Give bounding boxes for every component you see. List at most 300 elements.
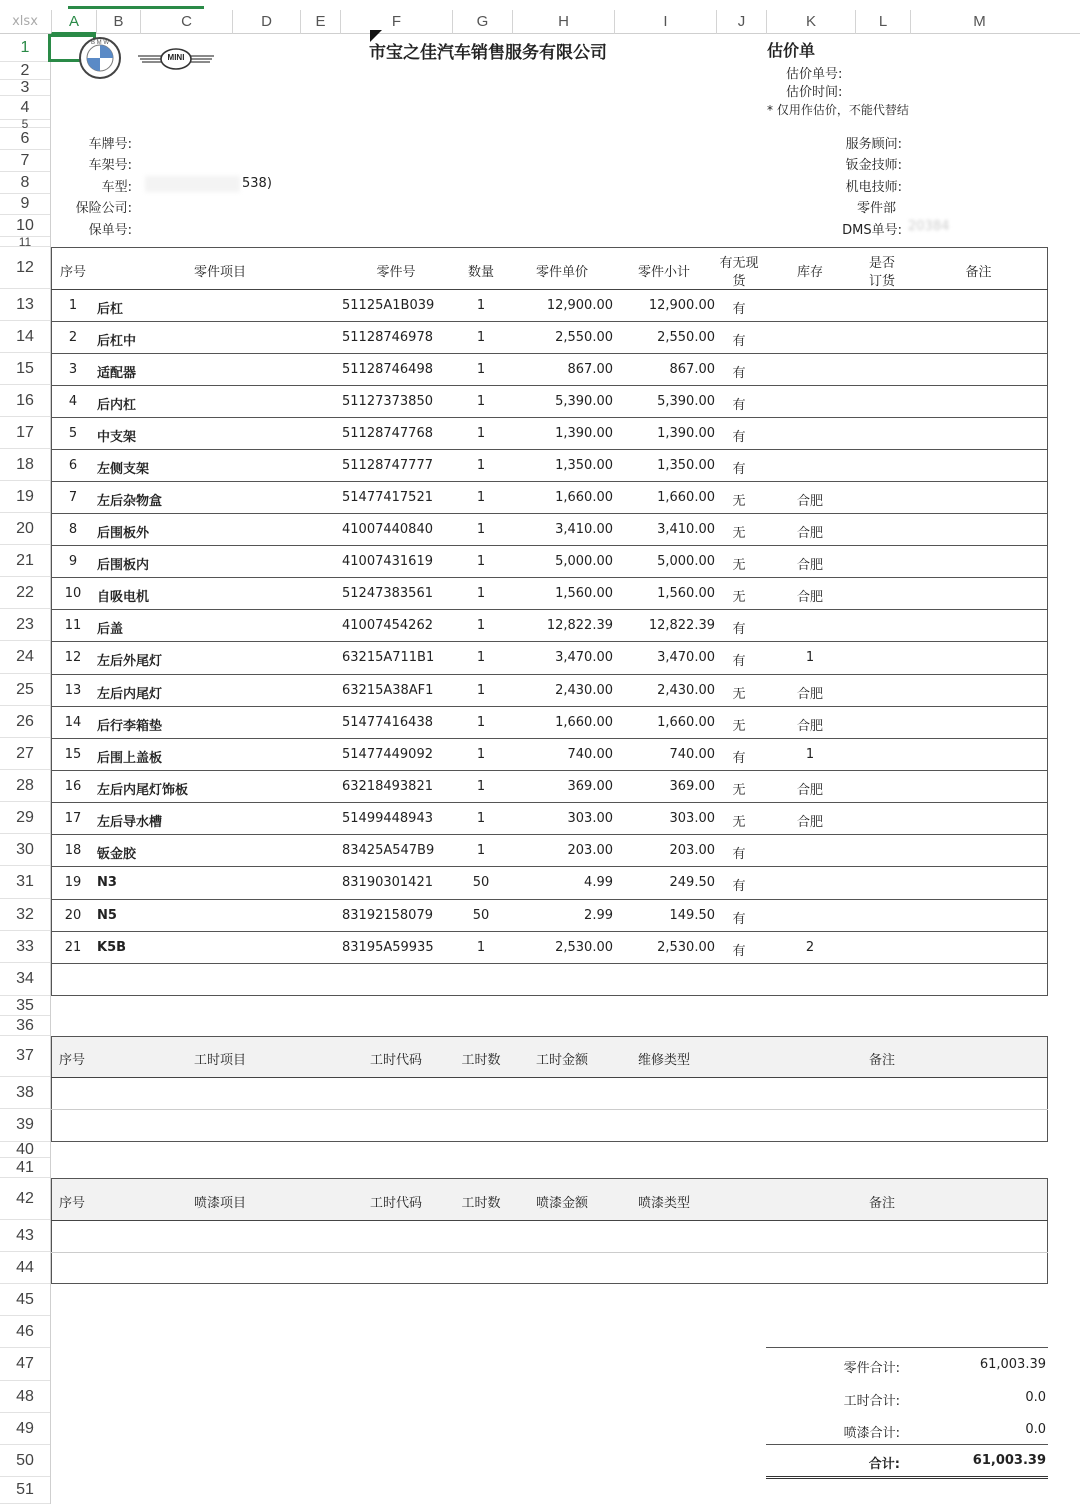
row-header-13[interactable]: 13 — [0, 289, 50, 321]
parts-cell-unit: 303.00 — [567, 811, 613, 826]
row-header-2[interactable]: 2 — [0, 62, 50, 80]
parts-cell-part-no: 51477416438 — [342, 715, 433, 730]
parts-cell-unit: 12,822.39 — [546, 618, 613, 633]
parts-cell-unit: 4.99 — [584, 875, 613, 890]
parts-row-divider — [51, 577, 1048, 578]
row-header-47[interactable]: 47 — [0, 1348, 50, 1381]
parts-cell-qty: 1 — [476, 298, 486, 313]
row-header-9[interactable]: 9 — [0, 194, 50, 215]
parts-header-order-1: 是否 — [868, 256, 895, 271]
parts-cell-no: 10 — [64, 586, 82, 601]
parts-cell-part-no: 51125A1B039 — [342, 298, 435, 313]
parts-cell-item: 后围板外 — [97, 526, 150, 541]
parts-cell-avail: 有 — [732, 398, 746, 413]
model-label: 车型: — [101, 180, 132, 195]
parts-row-divider — [51, 481, 1048, 482]
parts-row-divider — [51, 738, 1048, 739]
parts-header-in-stock-2: 货 — [732, 274, 746, 289]
parts-total-value: 61,003.39 — [979, 1357, 1046, 1372]
row-header-48[interactable]: 48 — [0, 1381, 50, 1413]
parts-cell-part-no: 5112874776​8 — [342, 426, 433, 441]
row-header-3[interactable]: 3 — [0, 80, 50, 96]
parts-cell-unit: 5,390.00 — [555, 394, 613, 409]
parts-cell-unit: 1,390.00 — [555, 426, 613, 441]
disclaimer-note: * 仅用作估价，不能代替结 — [767, 103, 909, 117]
parts-cell-item: 后内杠 — [97, 398, 137, 413]
parts-cell-sub: 203.00 — [669, 843, 715, 858]
parts-cell-unit: 2,530.00 — [555, 940, 613, 955]
parts-cell-part-no: 51499448943 — [342, 811, 433, 826]
parts-cell-stock: 1 — [805, 650, 815, 665]
policy-label: 保单号: — [88, 223, 132, 238]
parts-cell-unit: 1,660.00 — [555, 715, 613, 730]
parts-cell-item: 后盖 — [97, 622, 124, 637]
column-header-a[interactable]: A — [51, 10, 96, 34]
parts-cell-item: 左后内尾灯饰板 — [97, 783, 189, 798]
labor-header-amount: 工时金额 — [535, 1053, 588, 1068]
company-name: 市宝之佳汽车销售服务有限公司 — [369, 43, 607, 63]
plate-label: 车牌号: — [88, 137, 132, 152]
parts-cell-item: 后围上盖板 — [97, 751, 163, 766]
row-header-33[interactable]: 33 — [0, 931, 50, 963]
parts-header-part-no: 零件号 — [376, 265, 416, 280]
paint-total-label: 喷漆合计: — [843, 1426, 900, 1441]
parts-cell-item: 后行李箱垫 — [97, 719, 163, 734]
parts-cell-sub: 5,390.00 — [657, 394, 715, 409]
parts-cell-avail: 无 — [732, 526, 746, 541]
parts-cell-stock: 合肥 — [796, 526, 823, 541]
row-header-35[interactable]: 35 — [0, 996, 50, 1016]
parts-cell-item: 钣金胶 — [97, 847, 137, 862]
parts-header-in-stock-1: 有无现 — [719, 256, 759, 271]
paint-header-no: 序号 — [59, 1196, 86, 1211]
parts-cell-sub: 5,000.00 — [657, 554, 715, 569]
row-header-14[interactable]: 14 — [0, 321, 50, 353]
paint-header-type: 喷漆类型 — [637, 1196, 690, 1211]
parts-cell-qty: 1 — [476, 843, 486, 858]
paint-header-remark: 备注 — [868, 1196, 895, 1211]
parts-cell-stock: 2 — [805, 940, 815, 955]
row-header-20[interactable]: 20 — [0, 513, 50, 545]
parts-cell-stock: 合肥 — [796, 590, 823, 605]
doc-title: 估价单 — [767, 41, 816, 60]
parts-cell-sub: 1,390.00 — [657, 426, 715, 441]
estimate-time-label: 估价时间: — [786, 85, 843, 100]
parts-row-divider — [51, 674, 1048, 675]
parts-row-divider — [51, 931, 1048, 932]
paint-header-amount: 喷漆金额 — [535, 1196, 588, 1211]
parts-cell-no: 11 — [64, 618, 82, 633]
parts-cell-stock: 合肥 — [796, 783, 823, 798]
parts-header-divider — [51, 289, 1048, 290]
parts-cell-no: 13 — [64, 683, 82, 698]
labor-total-value: 0.0 — [1025, 1390, 1046, 1405]
parts-cell-qty: 1 — [476, 362, 486, 377]
row-header-51[interactable]: 51 — [0, 1477, 50, 1504]
parts-cell-qty: 1 — [476, 618, 486, 633]
row-header-34[interactable]: 34 — [0, 963, 50, 996]
paint-divider-1 — [51, 1220, 1048, 1221]
parts-cell-unit: 740.00 — [567, 747, 613, 762]
parts-cell-qty: 1 — [476, 522, 486, 537]
parts-cell-item: 左后内尾灯 — [97, 687, 163, 702]
parts-cell-item: K5B — [97, 940, 127, 955]
parts-cell-item: 后围板内 — [97, 558, 150, 573]
row-header-11[interactable]: 11 — [0, 237, 50, 247]
parts-cell-item: N5 — [97, 908, 117, 923]
parts-cell-no: 8 — [68, 522, 78, 537]
parts-cell-part-no: 51128746978 — [342, 330, 433, 345]
row-header-12[interactable]: 12 — [0, 247, 50, 289]
parts-cell-avail: 有 — [732, 751, 746, 766]
parts-cell-sub: 3,410.00 — [657, 522, 715, 537]
parts-cell-sub: 740.00 — [669, 747, 715, 762]
parts-cell-sub: 303.00 — [669, 811, 715, 826]
parts-cell-sub: 867.00 — [669, 362, 715, 377]
row-header-50[interactable]: 50 — [0, 1445, 50, 1477]
parts-cell-qty: 1 — [476, 779, 486, 794]
parts-cell-unit: 203.00 — [567, 843, 613, 858]
row-header-31[interactable]: 31 — [0, 866, 50, 899]
select-all-corner[interactable]: xlsx — [12, 14, 38, 29]
row-header-1[interactable]: 1 — [0, 34, 50, 62]
svg-text:B M W: B M W — [91, 40, 109, 46]
row-header-15[interactable]: 15 — [0, 353, 50, 385]
parts-cell-no: 6 — [68, 458, 78, 473]
totals-mid-rule — [766, 1444, 1048, 1445]
parts-cell-avail: 无 — [732, 687, 746, 702]
paint-divider-2 — [51, 1252, 1048, 1253]
parts-cell-avail: 有 — [732, 334, 746, 349]
parts-cell-sub: 2,530.00 — [657, 940, 715, 955]
row-header-24[interactable]: 24 — [0, 641, 50, 674]
parts-cell-part-no: 51477449092 — [342, 747, 433, 762]
parts-cell-qty: 1 — [476, 940, 486, 955]
parts-row-divider — [51, 802, 1048, 803]
parts-cell-avail: 无 — [732, 558, 746, 573]
parts-row-divider — [51, 353, 1048, 354]
selection-indicator — [68, 6, 204, 9]
parts-cell-unit: 12,900.00 — [546, 298, 613, 313]
column-header-h[interactable]: H — [512, 10, 614, 34]
parts-cell-stock: 合肥 — [796, 558, 823, 573]
row-header-49[interactable]: 49 — [0, 1413, 50, 1445]
parts-cell-part-no: 5112874777​7 — [342, 458, 433, 473]
parts-row-divider — [51, 834, 1048, 835]
column-header-g[interactable]: G — [452, 10, 512, 34]
parts-cell-qty: 1 — [476, 490, 486, 505]
dms-value: 20384 — [908, 219, 950, 234]
parts-cell-no: 9 — [68, 554, 78, 569]
parts-total-label: 零件合计: — [843, 1361, 900, 1376]
row-header-18[interactable]: 18 — [0, 449, 50, 481]
parts-cell-item: 后杠中 — [97, 334, 137, 349]
parts-cell-part-no: 83425A547B9 — [342, 843, 435, 858]
row-header-39[interactable]: 39 — [0, 1109, 50, 1142]
parts-cell-avail: 有 — [732, 302, 746, 317]
row-header-bar — [0, 34, 51, 1504]
parts-cell-qty: 1 — [476, 683, 486, 698]
parts-cell-no: 2 — [68, 330, 78, 345]
labor-header-no: 序号 — [59, 1053, 86, 1068]
row-header-32[interactable]: 32 — [0, 899, 50, 931]
paint-header-hours: 工时数 — [461, 1196, 501, 1211]
parts-cell-stock: 合肥 — [796, 494, 823, 509]
parts-row-divider — [51, 545, 1048, 546]
parts-header-unit-price: 零件单价 — [535, 265, 588, 280]
column-header-bar — [0, 0, 1080, 34]
parts-cell-avail: 无 — [732, 494, 746, 509]
row-header-36[interactable]: 36 — [0, 1016, 50, 1036]
vin-label: 车架号: — [88, 158, 132, 173]
parts-cell-avail: 有 — [732, 430, 746, 445]
parts-cell-part-no: 83195A59935 — [342, 940, 434, 955]
parts-cell-part-no: 51477417521 — [342, 490, 433, 505]
parts-dept-label: 零件部 — [856, 201, 896, 216]
advisor-label: 服务顾问: — [845, 137, 902, 152]
parts-cell-unit: 2,430.00 — [555, 683, 613, 698]
parts-cell-item: N3 — [97, 875, 117, 890]
parts-cell-unit: 1,560.00 — [555, 586, 613, 601]
parts-cell-avail: 无 — [732, 815, 746, 830]
row-header-43[interactable]: 43 — [0, 1220, 50, 1252]
parts-cell-unit: 2,550.00 — [555, 330, 613, 345]
row-header-40[interactable]: 40 — [0, 1142, 50, 1158]
parts-row-divider — [51, 417, 1048, 418]
row-header-8[interactable]: 8 — [0, 172, 50, 194]
row-header-17[interactable]: 17 — [0, 417, 50, 449]
panel-tech-label: 钣金技师: — [845, 158, 902, 173]
parts-cell-unit: 867.00 — [567, 362, 613, 377]
parts-cell-avail: 有 — [732, 944, 746, 959]
parts-row-divider — [51, 963, 1048, 964]
parts-cell-no: 12 — [64, 650, 82, 665]
labor-header-remark: 备注 — [868, 1053, 895, 1068]
parts-cell-avail: 无 — [732, 783, 746, 798]
parts-cell-item: 左后外尾灯 — [97, 654, 163, 669]
column-header-d[interactable]: D — [232, 10, 300, 34]
parts-cell-item: 中支架 — [97, 430, 137, 445]
column-header-m[interactable]: M — [910, 10, 1048, 34]
mini-logo — [136, 46, 216, 72]
row-header-37[interactable]: 37 — [0, 1036, 50, 1077]
parts-cell-item: 适配器 — [97, 366, 137, 381]
model-value: 538) — [242, 176, 272, 191]
parts-cell-stock: 合肥 — [796, 815, 823, 830]
mouse-cursor-icon — [370, 30, 382, 42]
row-header-42[interactable]: 42 — [0, 1178, 50, 1220]
column-header-f[interactable]: F — [340, 10, 452, 34]
labor-divider-2 — [51, 1109, 1048, 1110]
parts-cell-no: 3 — [68, 362, 78, 377]
parts-cell-part-no: 41007454262 — [342, 618, 433, 633]
parts-row-divider — [51, 706, 1048, 707]
dms-label: DMS单号: — [842, 223, 902, 238]
parts-cell-no: 19 — [64, 875, 82, 890]
paint-total-value: 0.0 — [1025, 1422, 1046, 1437]
parts-cell-item: 左侧支架 — [97, 462, 150, 477]
row-header-19[interactable]: 19 — [0, 481, 50, 513]
parts-cell-sub: 1,660.00 — [657, 490, 715, 505]
column-header-c[interactable]: C — [140, 10, 232, 34]
parts-cell-sub: 2,430.00 — [657, 683, 715, 698]
parts-header-remark: 备注 — [965, 265, 992, 280]
parts-cell-avail: 无 — [732, 719, 746, 734]
estimate-no-label: 估价单号: — [786, 67, 843, 82]
insurer-label: 保险公司: — [75, 201, 132, 216]
column-header-b[interactable]: B — [96, 10, 140, 34]
row-header-44[interactable]: 44 — [0, 1252, 50, 1284]
parts-cell-sub: 12,822.39 — [648, 618, 715, 633]
parts-cell-sub: 3,470.00 — [657, 650, 715, 665]
parts-cell-no: 21 — [64, 940, 82, 955]
row-header-29[interactable]: 29 — [0, 802, 50, 834]
parts-row-divider — [51, 385, 1048, 386]
labor-header-hours: 工时数 — [461, 1053, 501, 1068]
parts-cell-no: 5 — [68, 426, 78, 441]
labor-divider-1 — [51, 1077, 1048, 1078]
totals-top-rule — [766, 1347, 1048, 1348]
parts-row-divider — [51, 899, 1048, 900]
parts-header-subtotal: 零件小计 — [637, 265, 690, 280]
redacted-model — [145, 176, 240, 192]
parts-cell-part-no: 41007440840 — [342, 522, 433, 537]
row-header-28[interactable]: 28 — [0, 770, 50, 802]
parts-cell-part-no: 83190301421 — [342, 875, 433, 890]
parts-cell-no: 14 — [64, 715, 82, 730]
column-header-i[interactable]: I — [614, 10, 716, 34]
parts-cell-qty: 1 — [476, 811, 486, 826]
row-header-7[interactable]: 7 — [0, 150, 50, 172]
column-header-e[interactable]: E — [300, 10, 340, 34]
labor-header-item: 工时项目 — [193, 1053, 246, 1068]
parts-header-no: 序号 — [59, 265, 86, 280]
row-header-23[interactable]: 23 — [0, 609, 50, 641]
parts-cell-part-no: 63215A38AF1 — [342, 683, 434, 698]
grand-total-value: 61,003.39 — [972, 1453, 1046, 1468]
parts-cell-qty: 1 — [476, 394, 486, 409]
parts-cell-stock: 合肥 — [796, 719, 823, 734]
parts-cell-no: 16 — [64, 779, 82, 794]
parts-cell-qty: 1 — [476, 458, 486, 473]
parts-cell-no: 1 — [68, 298, 78, 313]
row-header-46[interactable]: 46 — [0, 1316, 50, 1348]
parts-header-qty: 数量 — [467, 265, 494, 280]
row-header-10[interactable]: 10 — [0, 215, 50, 237]
parts-cell-unit: 3,470.00 — [555, 650, 613, 665]
parts-row-divider — [51, 641, 1048, 642]
paint-header-code: 工时代码 — [369, 1196, 422, 1211]
parts-cell-item: 后杠 — [97, 302, 124, 317]
parts-cell-unit: 1,660.00 — [555, 490, 613, 505]
row-header-45[interactable]: 45 — [0, 1284, 50, 1316]
parts-cell-avail: 有 — [732, 622, 746, 637]
parts-cell-avail: 有 — [732, 912, 746, 927]
parts-cell-sub: 2,550.00 — [657, 330, 715, 345]
parts-cell-no: 17 — [64, 811, 82, 826]
parts-cell-qty: 1 — [476, 650, 486, 665]
parts-cell-avail: 有 — [732, 366, 746, 381]
labor-header-type: 维修类型 — [637, 1053, 690, 1068]
column-header-k[interactable]: K — [766, 10, 855, 34]
row-header-27[interactable]: 27 — [0, 738, 50, 770]
parts-header-item: 零件项目 — [193, 265, 246, 280]
parts-cell-avail: 有 — [732, 462, 746, 477]
parts-cell-qty: 1 — [476, 747, 486, 762]
parts-row-divider — [51, 449, 1048, 450]
parts-cell-no: 18 — [64, 843, 82, 858]
parts-header-order-2: 订货 — [868, 274, 895, 289]
parts-cell-qty: 50 — [472, 908, 490, 923]
grand-total-label: 合计: — [868, 1457, 900, 1472]
parts-cell-no: 20 — [64, 908, 82, 923]
parts-cell-qty: 1 — [476, 715, 486, 730]
column-header-l[interactable]: L — [855, 10, 910, 34]
parts-cell-no: 7 — [68, 490, 78, 505]
parts-cell-item: 左后导水槽 — [97, 815, 163, 830]
parts-header-stock: 库存 — [796, 265, 823, 280]
row-header-6[interactable]: 6 — [0, 128, 50, 150]
parts-cell-qty: 1 — [476, 554, 486, 569]
parts-cell-item: 左后杂物盒 — [97, 494, 163, 509]
parts-cell-unit: 3,410.00 — [555, 522, 613, 537]
row-header-5[interactable]: 5 — [0, 120, 50, 128]
column-header-j[interactable]: J — [716, 10, 766, 34]
row-header-4[interactable]: 4 — [0, 96, 50, 120]
mini-logo-text: MINI — [167, 53, 185, 62]
electric-tech-label: 机电技师: — [845, 180, 902, 195]
parts-cell-qty: 1 — [476, 426, 486, 441]
row-header-22[interactable]: 22 — [0, 577, 50, 609]
row-header-21[interactable]: 21 — [0, 545, 50, 577]
parts-row-divider — [51, 513, 1048, 514]
labor-header-code: 工时代码 — [369, 1053, 422, 1068]
row-header-25[interactable]: 25 — [0, 674, 50, 706]
parts-cell-part-no: 51127373850 — [342, 394, 433, 409]
parts-cell-part-no: 63215A711B1 — [342, 650, 435, 665]
totals-double-rule — [766, 1476, 1048, 1479]
parts-cell-unit: 2.99 — [584, 908, 613, 923]
row-header-41[interactable]: 41 — [0, 1158, 50, 1178]
parts-cell-no: 4 — [68, 394, 78, 409]
parts-cell-no: 15 — [64, 747, 82, 762]
parts-cell-sub: 249.50 — [669, 875, 715, 890]
parts-cell-sub: 1,560.00 — [657, 586, 715, 601]
parts-row-divider — [51, 770, 1048, 771]
row-header-16[interactable]: 16 — [0, 385, 50, 417]
row-header-38[interactable]: 38 — [0, 1077, 50, 1109]
parts-cell-avail: 有 — [732, 847, 746, 862]
parts-cell-sub: 369.00 — [669, 779, 715, 794]
parts-cell-part-no: 51128746498 — [342, 362, 433, 377]
parts-row-divider — [51, 609, 1048, 610]
parts-cell-part-no: 83192158079 — [342, 908, 433, 923]
row-header-26[interactable]: 26 — [0, 706, 50, 738]
parts-cell-qty: 50 — [472, 875, 490, 890]
row-header-30[interactable]: 30 — [0, 834, 50, 866]
parts-cell-unit: 1,350.00 — [555, 458, 613, 473]
parts-cell-stock: 1 — [805, 747, 815, 762]
parts-cell-qty: 1 — [476, 330, 486, 345]
parts-cell-avail: 有 — [732, 654, 746, 669]
labor-total-label: 工时合计: — [843, 1394, 900, 1409]
parts-row-divider — [51, 866, 1048, 867]
parts-cell-sub: 12,900.00 — [648, 298, 715, 313]
parts-cell-avail: 无 — [732, 590, 746, 605]
parts-cell-part-no: 41007431619 — [342, 554, 433, 569]
parts-cell-unit: 369.00 — [567, 779, 613, 794]
parts-cell-sub: 1,350.00 — [657, 458, 715, 473]
